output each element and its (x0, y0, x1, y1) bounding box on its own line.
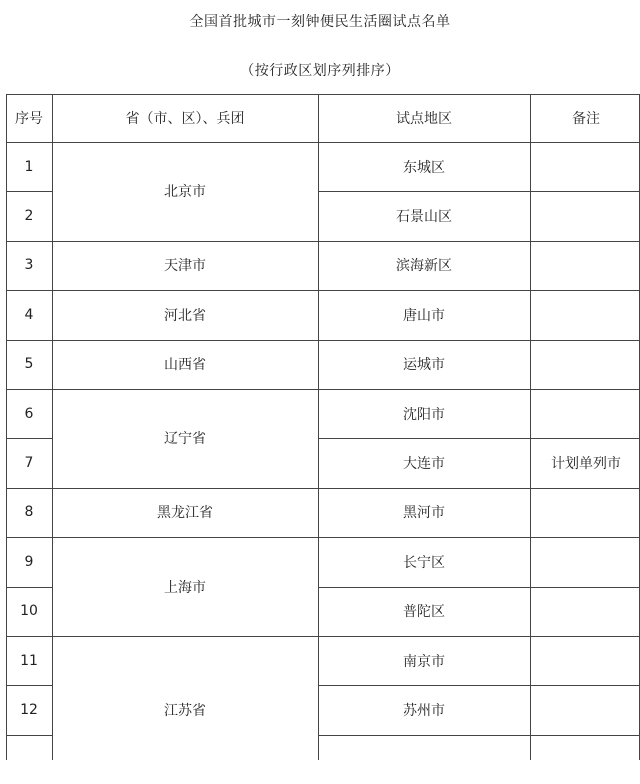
row-district: 南京市 (403, 653, 445, 670)
row-note (530, 636, 640, 685)
row-serial: 10 (20, 603, 38, 620)
row-note (530, 685, 640, 734)
table-rule (6, 735, 52, 736)
table-rule (52, 290, 318, 291)
table-rule (52, 537, 318, 538)
table-column-rule (318, 94, 319, 760)
row-serial: 9 (24, 553, 34, 570)
row-note: 计划单列市 (551, 456, 621, 473)
table-column-rule (6, 94, 7, 760)
row-note (530, 587, 640, 636)
table-rule (318, 340, 640, 341)
table-rule (6, 438, 52, 439)
row-note (530, 142, 640, 191)
table-rule (318, 735, 640, 736)
row-serial: 8 (24, 504, 34, 521)
header-bottom-border (6, 142, 640, 143)
table-rule (318, 191, 640, 192)
row-serial: 11 (20, 652, 38, 669)
table-rule (318, 587, 640, 588)
table-rule (52, 488, 318, 489)
province-cell: 天津市 (164, 258, 206, 275)
header-serial: 序号 (15, 111, 43, 127)
table-rule (6, 290, 52, 291)
table-rule (6, 340, 52, 341)
row-serial: 3 (24, 257, 34, 274)
row-note (530, 241, 640, 290)
table-rule (318, 389, 640, 390)
row-district: 苏州市 (403, 703, 445, 720)
table-rule (6, 191, 52, 192)
row-district: 黑河市 (403, 505, 445, 522)
row-note (530, 389, 640, 438)
table-rule (6, 636, 52, 637)
row-district: 唐山市 (403, 307, 445, 324)
table-rule (6, 537, 52, 538)
table-rule (52, 389, 318, 390)
table-rule (52, 636, 318, 637)
row-district: 沈阳市 (403, 406, 445, 423)
row-district: 长宁区 (403, 554, 445, 571)
table-rule (52, 241, 318, 242)
row-district: 大连市 (403, 456, 445, 473)
row-note (530, 290, 640, 339)
table-rule (318, 290, 640, 291)
province-cell: 辽宁省 (164, 431, 206, 448)
province-cell: 黑龙江省 (157, 505, 213, 522)
province-cell: 上海市 (164, 579, 206, 596)
row-district: 东城区 (403, 159, 445, 176)
table-rule (6, 241, 52, 242)
table-top-border (6, 94, 640, 95)
row-serial: 12 (20, 702, 38, 719)
table-column-rule (530, 94, 531, 760)
province-cell: 江苏省 (164, 703, 206, 720)
table-rule (6, 488, 52, 489)
document-subtitle: （按行政区划序列排序） (240, 63, 400, 79)
row-serial: 7 (24, 455, 34, 472)
table-rule (318, 636, 640, 637)
province-cell: 山西省 (164, 357, 206, 374)
table-rule (6, 389, 52, 390)
table-rule (52, 340, 318, 341)
table-rule (318, 438, 640, 439)
document-title: 全国首批城市一刻钟便民生活圈试点名单 (189, 14, 451, 30)
header-district: 试点地区 (396, 111, 452, 127)
table-rule (6, 685, 52, 686)
table-rule (6, 587, 52, 588)
header-province: 省（市、区）、兵团 (125, 111, 245, 127)
row-note (530, 488, 640, 537)
row-district: 运城市 (403, 357, 445, 374)
table-rule (318, 488, 640, 489)
row-serial: 6 (24, 405, 34, 422)
table-rule (318, 241, 640, 242)
header-note: 备注 (572, 111, 600, 127)
row-note (530, 191, 640, 240)
row-serial: 1 (24, 158, 34, 175)
row-district: 石景山区 (396, 209, 452, 226)
row-serial: 2 (24, 208, 34, 225)
table-rule (318, 537, 640, 538)
table-rule (318, 685, 640, 686)
row-serial: 4 (24, 306, 34, 323)
row-note (530, 537, 640, 586)
row-district: 滨海新区 (396, 258, 452, 275)
row-serial: 5 (24, 356, 34, 373)
province-cell: 河北省 (164, 307, 206, 324)
row-note (530, 340, 640, 389)
row-district: 普陀区 (403, 604, 445, 621)
table-column-rule (52, 94, 53, 760)
province-cell: 北京市 (164, 184, 206, 201)
